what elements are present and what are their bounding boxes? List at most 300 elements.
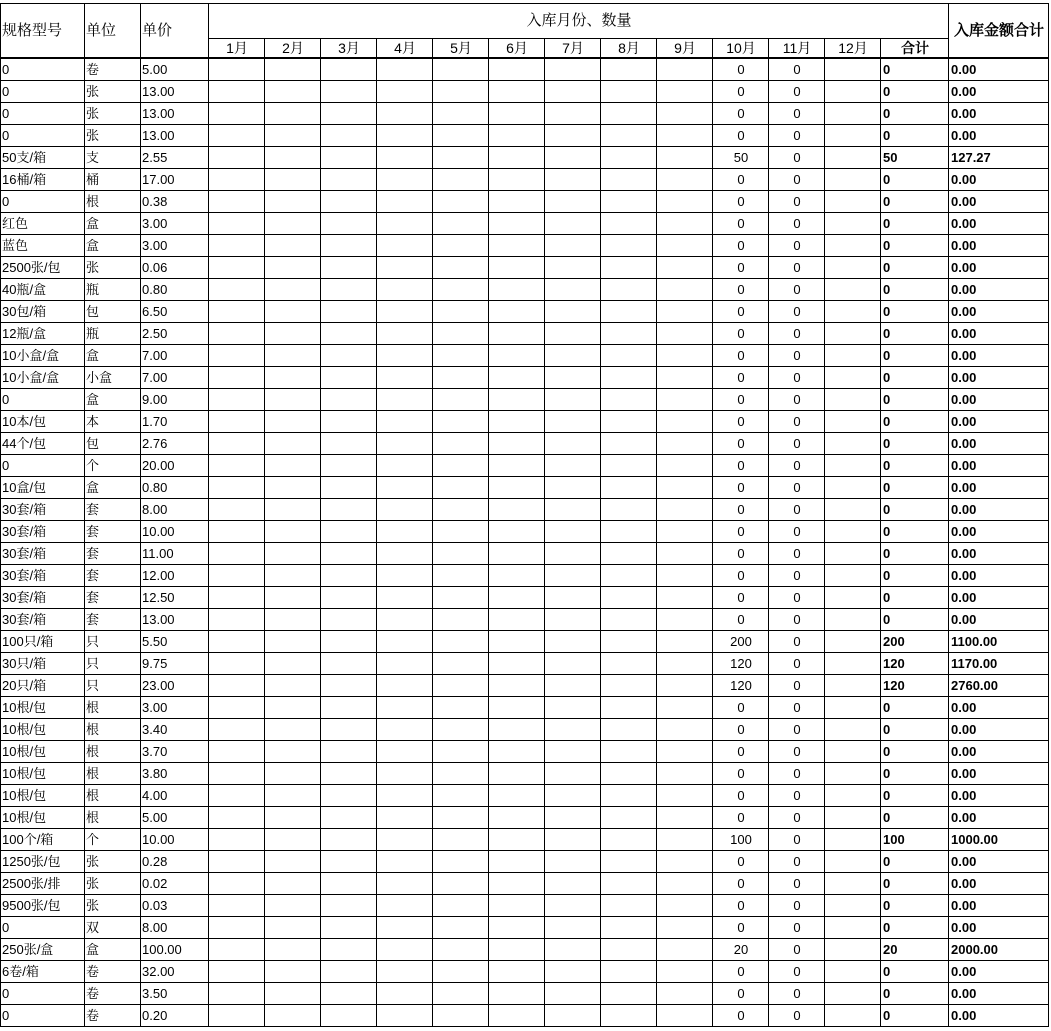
cell-month-2[interactable] [265,213,321,235]
cell-month-3[interactable] [321,631,377,653]
cell-month-12[interactable] [825,939,881,961]
cell-month-8[interactable] [601,323,657,345]
cell-month-7[interactable] [545,235,601,257]
cell-month-5[interactable] [433,455,489,477]
cell-month-5[interactable] [433,895,489,917]
cell-month-4[interactable] [377,961,433,983]
cell-month-1[interactable] [209,58,265,81]
cell-month-1[interactable] [209,829,265,851]
cell-price[interactable]: 13.00 [141,609,209,631]
cell-total[interactable]: 0 [881,477,949,499]
cell-month-2[interactable] [265,785,321,807]
header-month-8[interactable]: 8月 [601,39,657,59]
cell-unit[interactable]: 套 [85,543,141,565]
cell-month-7[interactable] [545,763,601,785]
cell-month-4[interactable] [377,697,433,719]
cell-month-9[interactable] [657,939,713,961]
cell-month-11[interactable]: 0 [769,477,825,499]
cell-amount[interactable]: 0.00 [949,58,1049,81]
cell-month-11[interactable]: 0 [769,895,825,917]
cell-month-5[interactable] [433,675,489,697]
cell-month-6[interactable] [489,631,545,653]
cell-amount[interactable]: 1000.00 [949,829,1049,851]
cell-month-12[interactable] [825,58,881,81]
cell-month-4[interactable] [377,125,433,147]
cell-month-6[interactable] [489,851,545,873]
cell-month-11[interactable]: 0 [769,543,825,565]
cell-month-3[interactable] [321,785,377,807]
header-month-1[interactable]: 1月 [209,39,265,59]
cell-total[interactable]: 0 [881,455,949,477]
cell-month-4[interactable] [377,499,433,521]
cell-month-11[interactable]: 0 [769,807,825,829]
cell-amount[interactable]: 0.00 [949,807,1049,829]
cell-month-10[interactable]: 0 [713,345,769,367]
cell-amount[interactable]: 0.00 [949,103,1049,125]
cell-month-9[interactable] [657,785,713,807]
cell-spec[interactable]: 0 [1,983,85,1005]
cell-month-4[interactable] [377,367,433,389]
cell-month-8[interactable] [601,477,657,499]
cell-month-7[interactable] [545,345,601,367]
cell-month-6[interactable] [489,939,545,961]
cell-month-10[interactable]: 0 [713,851,769,873]
cell-month-9[interactable] [657,125,713,147]
cell-month-9[interactable] [657,279,713,301]
cell-total[interactable]: 0 [881,873,949,895]
cell-amount[interactable]: 0.00 [949,895,1049,917]
cell-month-11[interactable]: 0 [769,983,825,1005]
cell-month-6[interactable] [489,609,545,631]
cell-month-7[interactable] [545,213,601,235]
cell-price[interactable]: 3.00 [141,235,209,257]
cell-price[interactable]: 3.00 [141,213,209,235]
cell-spec[interactable]: 0 [1,125,85,147]
cell-month-2[interactable] [265,587,321,609]
cell-unit[interactable]: 小盒 [85,367,141,389]
cell-unit[interactable]: 桶 [85,169,141,191]
cell-month-12[interactable] [825,147,881,169]
cell-month-5[interactable] [433,169,489,191]
cell-month-2[interactable] [265,169,321,191]
header-month-2[interactable]: 2月 [265,39,321,59]
cell-month-2[interactable] [265,191,321,213]
cell-month-7[interactable] [545,81,601,103]
cell-month-4[interactable] [377,58,433,81]
cell-month-7[interactable] [545,939,601,961]
cell-month-4[interactable] [377,741,433,763]
cell-price[interactable]: 12.00 [141,565,209,587]
cell-month-2[interactable] [265,675,321,697]
cell-month-9[interactable] [657,521,713,543]
cell-unit[interactable]: 本 [85,411,141,433]
cell-month-7[interactable] [545,279,601,301]
cell-month-9[interactable] [657,697,713,719]
cell-month-11[interactable]: 0 [769,763,825,785]
cell-month-3[interactable] [321,455,377,477]
cell-month-10[interactable]: 0 [713,389,769,411]
cell-month-1[interactable] [209,807,265,829]
cell-month-1[interactable] [209,939,265,961]
cell-month-4[interactable] [377,455,433,477]
cell-month-4[interactable] [377,807,433,829]
cell-total[interactable]: 100 [881,829,949,851]
cell-month-10[interactable]: 0 [713,433,769,455]
header-total[interactable]: 合计 [881,39,949,59]
cell-spec[interactable]: 250张/盒 [1,939,85,961]
cell-month-4[interactable] [377,169,433,191]
cell-spec[interactable]: 9500张/包 [1,895,85,917]
cell-month-4[interactable] [377,235,433,257]
cell-month-8[interactable] [601,1005,657,1027]
cell-month-4[interactable] [377,323,433,345]
cell-unit[interactable]: 包 [85,433,141,455]
cell-spec[interactable]: 20只/箱 [1,675,85,697]
cell-month-11[interactable]: 0 [769,851,825,873]
cell-price[interactable]: 2.50 [141,323,209,345]
cell-month-3[interactable] [321,257,377,279]
cell-month-3[interactable] [321,807,377,829]
cell-month-11[interactable]: 0 [769,587,825,609]
cell-month-5[interactable] [433,103,489,125]
cell-month-11[interactable]: 0 [769,873,825,895]
cell-month-6[interactable] [489,323,545,345]
cell-month-1[interactable] [209,279,265,301]
header-month-group[interactable]: 入库月份、数量 [209,4,949,39]
cell-unit[interactable]: 卷 [85,961,141,983]
cell-price[interactable]: 0.02 [141,873,209,895]
cell-month-9[interactable] [657,587,713,609]
cell-month-4[interactable] [377,521,433,543]
cell-month-3[interactable] [321,829,377,851]
cell-month-3[interactable] [321,895,377,917]
cell-month-11[interactable]: 0 [769,697,825,719]
cell-month-10[interactable]: 0 [713,499,769,521]
cell-month-10[interactable]: 0 [713,455,769,477]
cell-month-6[interactable] [489,961,545,983]
cell-total[interactable]: 0 [881,895,949,917]
cell-month-3[interactable] [321,719,377,741]
cell-month-10[interactable]: 0 [713,1005,769,1027]
cell-month-12[interactable] [825,851,881,873]
cell-month-3[interactable] [321,499,377,521]
cell-spec[interactable]: 2500张/包 [1,257,85,279]
cell-total[interactable]: 120 [881,675,949,697]
cell-unit[interactable]: 瓶 [85,279,141,301]
cell-month-4[interactable] [377,301,433,323]
cell-month-4[interactable] [377,565,433,587]
cell-month-8[interactable] [601,169,657,191]
header-month-5[interactable]: 5月 [433,39,489,59]
cell-total[interactable]: 0 [881,521,949,543]
cell-month-8[interactable] [601,543,657,565]
cell-month-7[interactable] [545,587,601,609]
cell-unit[interactable]: 包 [85,301,141,323]
cell-price[interactable]: 7.00 [141,345,209,367]
cell-month-2[interactable] [265,235,321,257]
cell-month-2[interactable] [265,851,321,873]
cell-month-5[interactable] [433,741,489,763]
cell-month-10[interactable]: 0 [713,257,769,279]
cell-month-5[interactable] [433,235,489,257]
cell-month-1[interactable] [209,873,265,895]
cell-month-1[interactable] [209,675,265,697]
cell-total[interactable]: 120 [881,653,949,675]
cell-month-11[interactable]: 0 [769,125,825,147]
cell-month-8[interactable] [601,653,657,675]
cell-month-10[interactable]: 0 [713,411,769,433]
cell-month-10[interactable]: 0 [713,565,769,587]
cell-month-6[interactable] [489,169,545,191]
cell-month-1[interactable] [209,543,265,565]
cell-amount[interactable]: 0.00 [949,191,1049,213]
cell-month-4[interactable] [377,675,433,697]
cell-month-5[interactable] [433,345,489,367]
cell-month-8[interactable] [601,147,657,169]
cell-unit[interactable]: 张 [85,873,141,895]
cell-month-6[interactable] [489,653,545,675]
cell-month-1[interactable] [209,587,265,609]
cell-month-8[interactable] [601,807,657,829]
cell-amount[interactable]: 0.00 [949,345,1049,367]
cell-month-9[interactable] [657,323,713,345]
cell-spec[interactable]: 1250张/包 [1,851,85,873]
cell-unit[interactable]: 根 [85,763,141,785]
cell-total[interactable]: 0 [881,257,949,279]
cell-month-10[interactable]: 0 [713,609,769,631]
cell-total[interactable]: 0 [881,345,949,367]
cell-spec[interactable]: 0 [1,191,85,213]
header-month-12[interactable]: 12月 [825,39,881,59]
cell-month-4[interactable] [377,917,433,939]
cell-month-12[interactable] [825,389,881,411]
cell-month-9[interactable] [657,411,713,433]
cell-month-2[interactable] [265,103,321,125]
cell-spec[interactable]: 40瓶/盒 [1,279,85,301]
cell-month-2[interactable] [265,279,321,301]
cell-amount[interactable]: 0.00 [949,477,1049,499]
cell-month-7[interactable] [545,675,601,697]
cell-month-11[interactable]: 0 [769,675,825,697]
cell-month-7[interactable] [545,807,601,829]
cell-month-2[interactable] [265,499,321,521]
cell-month-5[interactable] [433,587,489,609]
cell-amount[interactable]: 0.00 [949,851,1049,873]
cell-month-9[interactable] [657,169,713,191]
cell-month-7[interactable] [545,257,601,279]
cell-month-9[interactable] [657,851,713,873]
cell-month-3[interactable] [321,301,377,323]
cell-spec[interactable]: 30套/箱 [1,543,85,565]
cell-month-6[interactable] [489,367,545,389]
cell-unit[interactable]: 盒 [85,213,141,235]
cell-total[interactable]: 0 [881,411,949,433]
cell-month-6[interactable] [489,147,545,169]
cell-month-6[interactable] [489,697,545,719]
cell-spec[interactable]: 10本/包 [1,411,85,433]
cell-month-8[interactable] [601,499,657,521]
cell-unit[interactable]: 盒 [85,477,141,499]
cell-amount[interactable]: 0.00 [949,367,1049,389]
cell-month-4[interactable] [377,1005,433,1027]
cell-month-3[interactable] [321,1005,377,1027]
cell-unit[interactable]: 张 [85,81,141,103]
cell-month-7[interactable] [545,719,601,741]
cell-month-7[interactable] [545,609,601,631]
cell-amount[interactable]: 0.00 [949,587,1049,609]
cell-month-11[interactable]: 0 [769,499,825,521]
cell-unit[interactable]: 张 [85,125,141,147]
header-unit[interactable]: 单位 [85,4,141,59]
cell-month-9[interactable] [657,1005,713,1027]
cell-month-1[interactable] [209,609,265,631]
cell-amount[interactable]: 0.00 [949,741,1049,763]
cell-month-7[interactable] [545,301,601,323]
cell-month-8[interactable] [601,873,657,895]
cell-month-10[interactable]: 0 [713,367,769,389]
cell-month-11[interactable]: 0 [769,257,825,279]
cell-month-8[interactable] [601,565,657,587]
cell-month-6[interactable] [489,763,545,785]
cell-month-12[interactable] [825,301,881,323]
cell-unit[interactable]: 张 [85,103,141,125]
cell-month-5[interactable] [433,58,489,81]
cell-month-1[interactable] [209,147,265,169]
cell-unit[interactable]: 个 [85,455,141,477]
cell-unit[interactable]: 套 [85,565,141,587]
cell-month-1[interactable] [209,499,265,521]
cell-month-3[interactable] [321,169,377,191]
cell-month-4[interactable] [377,279,433,301]
cell-month-6[interactable] [489,983,545,1005]
cell-month-4[interactable] [377,213,433,235]
cell-month-5[interactable] [433,301,489,323]
cell-spec[interactable]: 10根/包 [1,763,85,785]
cell-month-8[interactable] [601,609,657,631]
cell-month-5[interactable] [433,521,489,543]
cell-month-5[interactable] [433,565,489,587]
cell-month-11[interactable]: 0 [769,785,825,807]
cell-month-10[interactable]: 200 [713,631,769,653]
cell-price[interactable]: 2.76 [141,433,209,455]
cell-month-11[interactable]: 0 [769,213,825,235]
cell-month-5[interactable] [433,323,489,345]
cell-month-5[interactable] [433,125,489,147]
cell-month-8[interactable] [601,345,657,367]
cell-unit[interactable]: 卷 [85,58,141,81]
cell-spec[interactable]: 红色 [1,213,85,235]
cell-spec[interactable]: 30包/箱 [1,301,85,323]
cell-amount[interactable]: 0.00 [949,873,1049,895]
cell-unit[interactable]: 根 [85,807,141,829]
cell-month-5[interactable] [433,499,489,521]
cell-price[interactable]: 0.06 [141,257,209,279]
cell-month-7[interactable] [545,191,601,213]
cell-month-9[interactable] [657,58,713,81]
cell-month-8[interactable] [601,455,657,477]
cell-price[interactable]: 13.00 [141,103,209,125]
cell-month-6[interactable] [489,587,545,609]
cell-spec[interactable]: 30套/箱 [1,587,85,609]
cell-month-6[interactable] [489,58,545,81]
cell-month-6[interactable] [489,257,545,279]
cell-month-7[interactable] [545,499,601,521]
cell-month-10[interactable]: 0 [713,477,769,499]
cell-spec[interactable]: 30套/箱 [1,521,85,543]
cell-month-1[interactable] [209,983,265,1005]
cell-month-12[interactable] [825,609,881,631]
cell-month-3[interactable] [321,279,377,301]
cell-month-4[interactable] [377,631,433,653]
cell-month-1[interactable] [209,191,265,213]
cell-total[interactable]: 0 [881,499,949,521]
cell-month-12[interactable] [825,103,881,125]
cell-month-7[interactable] [545,455,601,477]
cell-amount[interactable]: 1170.00 [949,653,1049,675]
cell-month-9[interactable] [657,829,713,851]
cell-month-12[interactable] [825,521,881,543]
cell-unit[interactable]: 张 [85,851,141,873]
cell-price[interactable]: 2.55 [141,147,209,169]
cell-month-12[interactable] [825,741,881,763]
cell-month-1[interactable] [209,433,265,455]
cell-spec[interactable]: 0 [1,1005,85,1027]
cell-price[interactable]: 8.00 [141,499,209,521]
cell-total[interactable]: 0 [881,103,949,125]
cell-month-3[interactable] [321,191,377,213]
cell-month-8[interactable] [601,851,657,873]
cell-month-3[interactable] [321,697,377,719]
cell-month-12[interactable] [825,169,881,191]
cell-month-7[interactable] [545,521,601,543]
cell-month-7[interactable] [545,103,601,125]
cell-month-1[interactable] [209,323,265,345]
cell-month-6[interactable] [489,521,545,543]
cell-month-3[interactable] [321,675,377,697]
cell-month-5[interactable] [433,81,489,103]
cell-price[interactable]: 8.00 [141,917,209,939]
cell-month-1[interactable] [209,763,265,785]
cell-month-8[interactable] [601,983,657,1005]
cell-month-3[interactable] [321,609,377,631]
cell-month-9[interactable] [657,301,713,323]
cell-month-3[interactable] [321,477,377,499]
cell-unit[interactable]: 盒 [85,345,141,367]
cell-month-5[interactable] [433,719,489,741]
cell-month-11[interactable]: 0 [769,521,825,543]
cell-month-10[interactable]: 20 [713,939,769,961]
cell-month-2[interactable] [265,477,321,499]
cell-month-7[interactable] [545,697,601,719]
cell-month-1[interactable] [209,477,265,499]
cell-price[interactable]: 5.00 [141,807,209,829]
cell-month-5[interactable] [433,829,489,851]
cell-month-9[interactable] [657,477,713,499]
cell-month-9[interactable] [657,257,713,279]
cell-month-7[interactable] [545,895,601,917]
cell-price[interactable]: 9.00 [141,389,209,411]
cell-month-6[interactable] [489,455,545,477]
cell-price[interactable]: 10.00 [141,521,209,543]
cell-month-11[interactable]: 0 [769,367,825,389]
cell-month-1[interactable] [209,169,265,191]
cell-month-5[interactable] [433,653,489,675]
cell-month-10[interactable]: 0 [713,169,769,191]
cell-month-11[interactable]: 0 [769,961,825,983]
cell-month-12[interactable] [825,719,881,741]
cell-spec[interactable]: 6卷/箱 [1,961,85,983]
header-month-9[interactable]: 9月 [657,39,713,59]
